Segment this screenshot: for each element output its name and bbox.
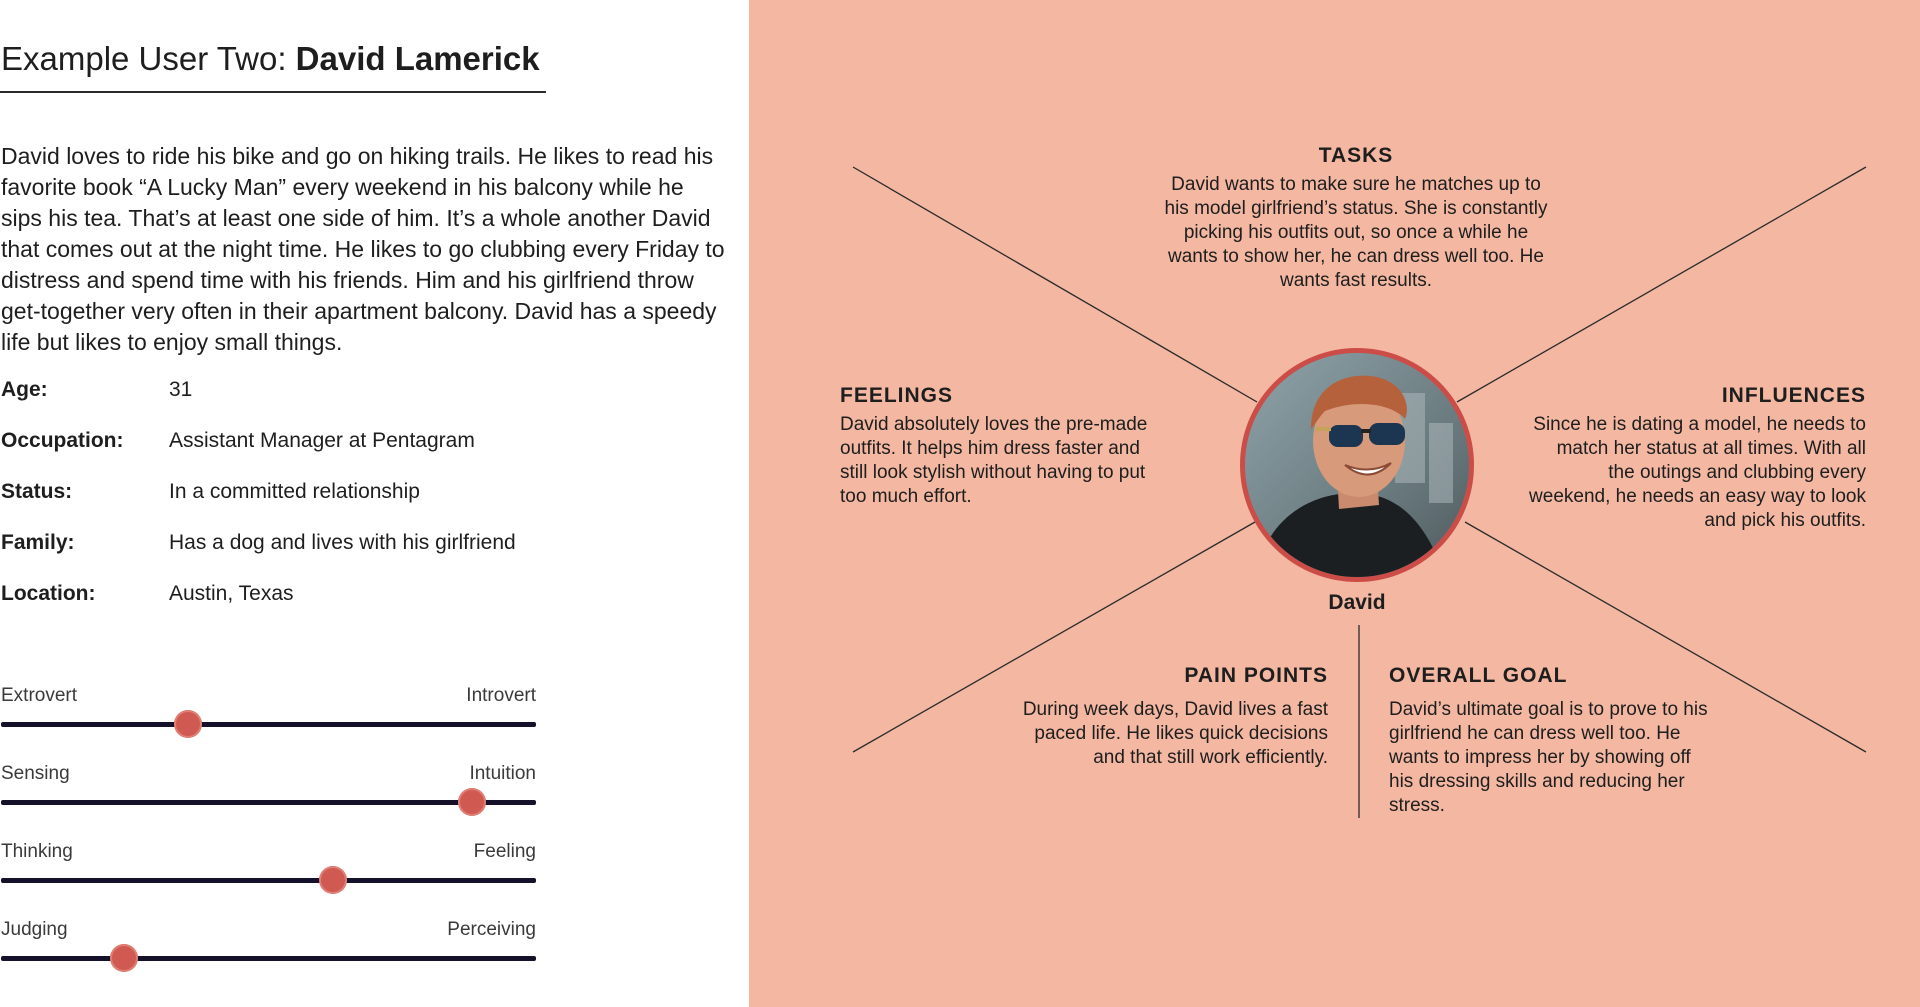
- slider-right-label: Introvert: [466, 685, 536, 706]
- slider-left-label: Thinking: [1, 841, 73, 862]
- empathy-map-panel: [749, 0, 1920, 1007]
- detail-label: Age:: [1, 378, 48, 401]
- page-title: [1, 40, 540, 78]
- title-user-name: David Lamerick: [295, 40, 540, 77]
- section-title-feelings: FEELINGS: [840, 384, 954, 407]
- slider-right-label: Feeling: [473, 841, 536, 862]
- section-title-overall-goal: OVERALL GOAL: [1389, 664, 1568, 687]
- slider-track: [1, 956, 536, 961]
- slider-track: [1, 800, 536, 805]
- detail-value: 31: [169, 378, 193, 401]
- section-title-pain-points: PAIN POINTS: [1184, 664, 1328, 687]
- slider-left-label: Judging: [1, 919, 68, 940]
- persona-avatar: [1240, 348, 1474, 582]
- trait-slider-extrovert-introvert: [1, 685, 536, 763]
- trait-slider-sensing-intuition: [1, 763, 536, 841]
- personality-sliders: [1, 685, 536, 997]
- persona-name: David: [1328, 591, 1386, 614]
- persona-details: [1, 378, 721, 633]
- detail-row-family: [1, 531, 721, 582]
- section-text-influences: Since he is dating a model, he needs to match her status at all times. With all the outings and clubbing every weekend, he needs an easy way to look and pick his outfits.: [1529, 414, 1866, 531]
- detail-label: Status:: [1, 480, 73, 503]
- detail-row-age: [1, 378, 721, 429]
- section-text-pain-points: During week days, David lives a fast paced life. He likes quick decisions and that still work efficiently.: [1022, 699, 1328, 768]
- slider-right-label: Perceiving: [447, 919, 536, 940]
- detail-value: Has a dog and lives with his girlfriend: [169, 531, 516, 554]
- trait-slider-thinking-feeling: [1, 841, 536, 919]
- slider-left-label: Extrovert: [1, 685, 78, 706]
- slider-track: [1, 722, 536, 727]
- detail-value: Assistant Manager at Pentagram: [169, 429, 475, 452]
- section-text-overall-goal: David’s ultimate goal is to prove to his girlfriend he can dress well too. He wants to impress her by showing off his dressing skills and reducing her stress.: [1389, 699, 1708, 816]
- title-prefix: Example User Two:: [1, 40, 296, 77]
- slider-handle[interactable]: [319, 866, 347, 894]
- detail-label: Family:: [1, 531, 75, 554]
- slider-handle[interactable]: [458, 788, 486, 816]
- detail-row-status: [1, 480, 721, 531]
- section-title-tasks: TASKS: [1318, 144, 1394, 167]
- section-title-influences: INFLUENCES: [1721, 384, 1866, 407]
- person-photo-icon: [1245, 353, 1469, 577]
- persona-profile-panel: [0, 0, 749, 1007]
- detail-value: Austin, Texas: [169, 582, 294, 605]
- section-text-tasks: David wants to make sure he matches up to his model girlfriend’s status. She is constantly picking his outfits out, so once a while he wants to show her, he can dress well too. He wants fast results.: [1164, 174, 1548, 291]
- section-text-feelings: David absolutely loves the pre-made outfits. It helps him dress faster and still look stylish without having to put too much effort.: [840, 414, 1148, 507]
- detail-row-occupation: [1, 429, 721, 480]
- persona-bio: David loves to ride his bike and go on hiking trails. He likes to read his favorite book “A Lucky Man” every weekend in his balcony while he sips his tea. That’s at least one side of him. It’s a whole another David that comes out at the night time. He likes to go clubbing every Friday to distress and spend time with his friends. Him and his girlfriend throw get-together very often in their apartment balcony. David has a speedy life but likes to enjoy small things.: [1, 143, 725, 355]
- detail-label: Location:: [1, 582, 96, 605]
- trait-slider-judging-perceiving: [1, 919, 536, 997]
- detail-value: In a committed relationship: [169, 480, 420, 503]
- detail-row-location: [1, 582, 721, 633]
- slider-handle[interactable]: [174, 710, 202, 738]
- slider-right-label: Intuition: [469, 763, 536, 784]
- slider-handle[interactable]: [110, 944, 138, 972]
- title-underline: [0, 91, 546, 93]
- slider-track: [1, 878, 536, 883]
- detail-label: Occupation:: [1, 429, 124, 452]
- slider-left-label: Sensing: [1, 763, 70, 784]
